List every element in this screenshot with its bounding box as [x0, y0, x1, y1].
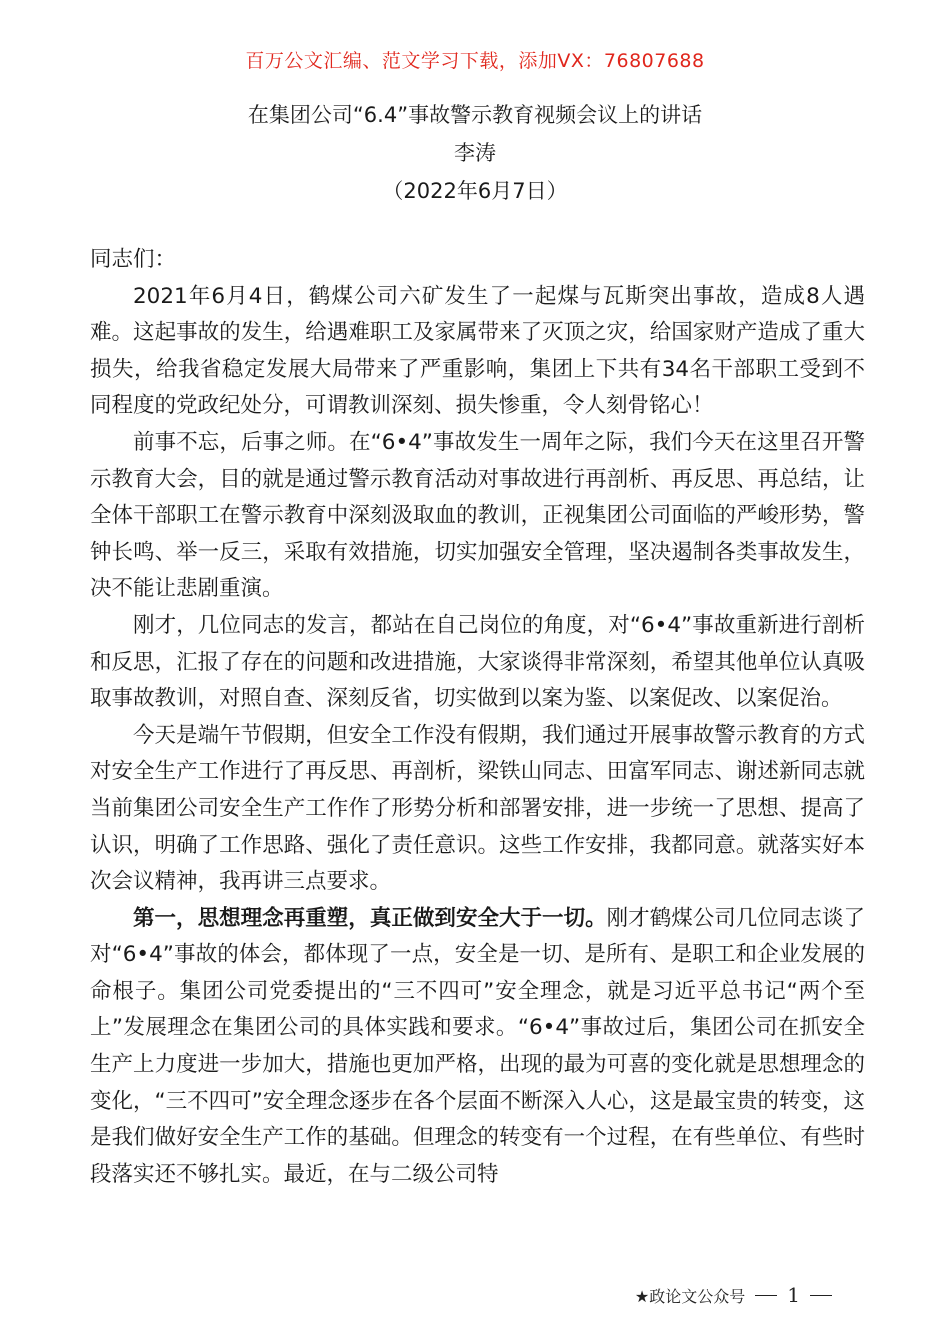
paragraph-2: 前事不忘，后事之师。在“6•4”事故发生一周年之际，我们今天在这里召开警示教育大会，目的就是通过警示教育活动对事故进行再剖析、再反思、再总结，让全体干部职工在警示教育中深刻汲取血的教训，正视集团公司面临的严峻形势，警钟长鸣、举一反三，采取有效措施，切实加强安全管理，坚决遏制各类事故发生，决不能让悲剧重演。 [90, 429, 865, 602]
footer-dash-left [755, 1295, 777, 1296]
speech-body [90, 242, 865, 1193]
paragraph-5-text: 刚才鹤煤公司几位同志谈了对“6•4”事故的体会，都体现了一点，安全是一切、是所有、是职工和企业发展的命根子。集团公司党委提出的“三不四可”安全理念，就是习近平总书记“两个至上”发展理念在集团公司的具体实践和要求。“6•4”事故过后，集团公司在抓安全生产上力度进一步加大，措施也更加严格，出现的最为可喜的变化就是思想理念的变化，“三不四可”安全理念逐步在各个层面不断深入人心，这是最宝贵的转变，这是我们做好安全生产工作的基础。但理念的转变有一个过程，在有些单位、有些时段落实还不够扎实。最近，在与二级公司特 [90, 905, 865, 1187]
paragraph-5 [90, 901, 865, 1194]
download-banner: 百万公文汇编、范文学习下载，添加VX：76807688 [245, 50, 705, 72]
footer-source: ★政论文公众号 [634, 1286, 746, 1306]
title-block [0, 96, 950, 210]
salutation: 同志们： [90, 247, 177, 272]
footer-dash-right [810, 1295, 832, 1296]
paragraph-3: 刚才，几位同志的发言，都站在自己岗位的角度，对“6•4”事故重新进行剖析和反思，汇报了存在的问题和改进措施，大家谈得非常深刻，希望其他单位认真吸取事故教训，对照自查、深刻反省，切实做到以案为鉴、以案促改、以案促治。 [90, 612, 865, 712]
page-footer [635, 1283, 832, 1307]
paragraph-1: 2021年6月4日，鹤煤公司六矿发生了一起煤与瓦斯突出事故，造成8人遇难。这起事故的发生，给遇难职工及家属带来了灭顶之灾，给国家财产造成了重大损失，给我省稳定发展大局带来了严重影响，集团上下共有34名干部职工受到不同程度的党政纪处分，可谓教训深刻、损失惨重，令人刻骨铭心！ [90, 283, 865, 419]
speaker-name: 李涛 [454, 141, 496, 165]
section-heading-1: 第一，思想理念再重塑，真正做到安全大于一切。 [133, 905, 607, 931]
paragraph-4: 今天是端午节假期，但安全工作没有假期，我们通过开展事故警示教育的方式对安全生产工作进行了再反思、再剖析，梁铁山同志、田富军同志、谢述新同志就当前集团公司安全生产工作作了形势分析和部署安排，进一步统一了思想、提高了认识，明确了工作思路、强化了责任意识。这些工作安排，我都同意。就落实好本次会议精神，我再讲三点要求。 [90, 722, 865, 895]
page-number: 1 [787, 1283, 800, 1307]
speech-title: 在集团公司“6.4”事故警示教育视频会议上的讲话 [247, 103, 703, 127]
speech-date: （2022年6月7日） [382, 179, 568, 203]
